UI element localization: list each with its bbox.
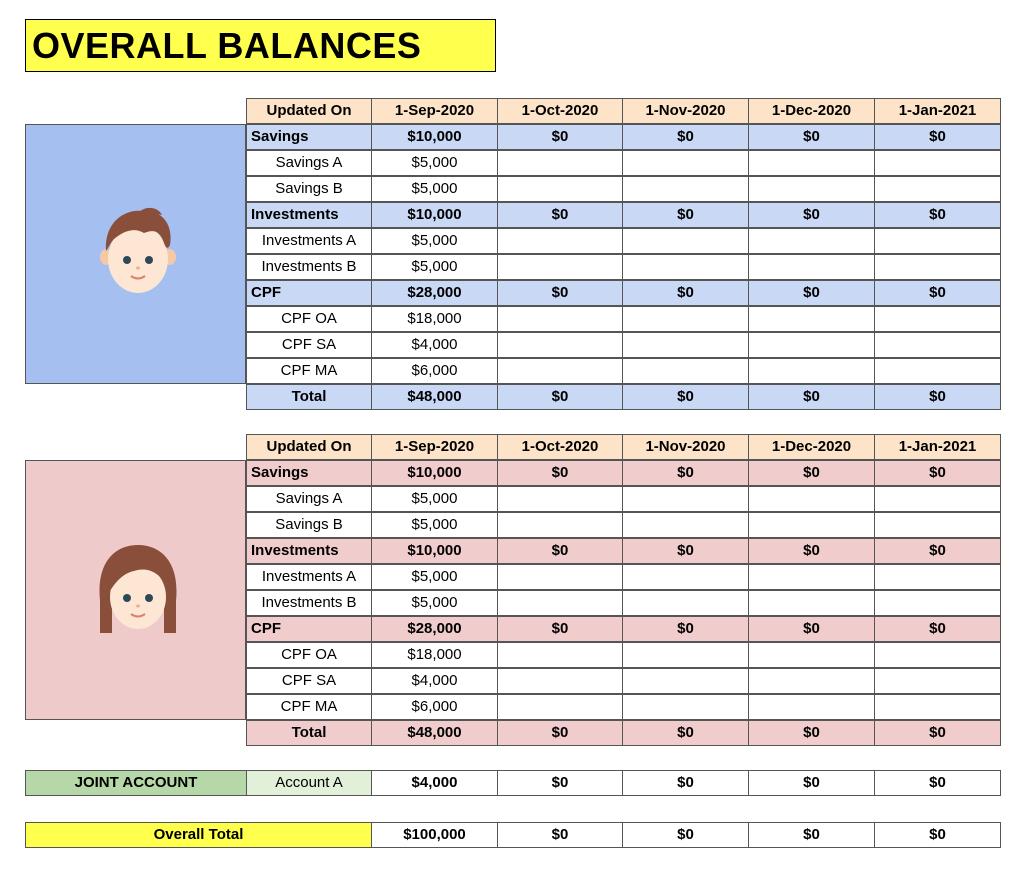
person2-row-value[interactable] (497, 564, 623, 590)
person2-row-label[interactable]: CPF SA (246, 668, 372, 694)
person1-row-label[interactable]: Investments A (246, 228, 372, 254)
person2-row-value[interactable] (748, 694, 875, 720)
person2-row-value[interactable] (622, 486, 749, 512)
person1-row-value[interactable] (497, 332, 623, 358)
person1-row-value[interactable]: $0 (622, 280, 749, 306)
person2-row-value[interactable]: $10,000 (371, 460, 498, 486)
person2-row-value[interactable] (748, 486, 875, 512)
person2-row-value[interactable]: $0 (497, 720, 623, 746)
person1-row-value[interactable] (748, 332, 875, 358)
person1-row-value[interactable] (497, 358, 623, 384)
person1-row-label[interactable]: Total (246, 384, 372, 410)
person1-row-value[interactable]: $28,000 (371, 280, 498, 306)
person2-row-label[interactable]: CPF (246, 616, 372, 642)
person1-row-value[interactable] (874, 306, 1001, 332)
person1-row-value[interactable] (622, 254, 749, 280)
person2-row-value[interactable] (874, 590, 1001, 616)
person2-row-value[interactable] (622, 694, 749, 720)
overall-total-value[interactable]: $0 (748, 822, 875, 848)
person2-row-value[interactable]: $5,000 (371, 590, 498, 616)
person1-row-label[interactable]: Savings (246, 124, 372, 150)
page-title: OVERALL BALANCES (25, 19, 496, 72)
overall-total-value[interactable]: $100,000 (371, 822, 498, 848)
person1-avatar-panel (25, 124, 246, 384)
person2-row-value[interactable] (622, 564, 749, 590)
person2-row-value[interactable] (497, 486, 623, 512)
person1-row-value[interactable]: $18,000 (371, 306, 498, 332)
person1-row-value[interactable]: $0 (497, 280, 623, 306)
person1-row-label[interactable]: CPF SA (246, 332, 372, 358)
header-date[interactable]: 1-Nov-2020 (622, 434, 749, 460)
person2-row-label[interactable]: Savings B (246, 512, 372, 538)
person2-row-value[interactable]: $18,000 (371, 642, 498, 668)
person2-row-value[interactable] (497, 512, 623, 538)
person2-row-value[interactable]: $6,000 (371, 694, 498, 720)
person2-row-value[interactable] (748, 590, 875, 616)
person1-row-value[interactable] (622, 150, 749, 176)
person2-row-value[interactable] (748, 512, 875, 538)
person1-row-value[interactable]: $6,000 (371, 358, 498, 384)
person1-row-value[interactable] (874, 228, 1001, 254)
person1-row-value[interactable] (748, 176, 875, 202)
person2-row-label[interactable]: CPF MA (246, 694, 372, 720)
overall-total-label[interactable]: Overall Total (25, 822, 372, 848)
person2-row-value[interactable]: $48,000 (371, 720, 498, 746)
header-date[interactable]: 1-Jan-2021 (874, 98, 1001, 124)
person1-row-value[interactable] (748, 150, 875, 176)
person2-row-value[interactable]: $5,000 (371, 512, 498, 538)
person1-row-value[interactable] (497, 306, 623, 332)
person2-row-value[interactable]: $0 (748, 460, 875, 486)
person2-row-value[interactable] (874, 512, 1001, 538)
joint-account-value[interactable]: $0 (622, 770, 749, 796)
header-date[interactable]: 1-Oct-2020 (497, 98, 623, 124)
person2-row-value[interactable]: $4,000 (371, 668, 498, 694)
person2-row-value[interactable]: $0 (874, 538, 1001, 564)
person2-row-value[interactable]: $0 (748, 538, 875, 564)
person2-row-value[interactable]: $0 (497, 538, 623, 564)
person2-row-value[interactable] (622, 512, 749, 538)
header-date[interactable]: 1-Dec-2020 (748, 98, 875, 124)
person1-row-label[interactable]: Savings B (246, 176, 372, 202)
person1-row-value[interactable]: $0 (874, 384, 1001, 410)
person1-row-value[interactable] (622, 176, 749, 202)
person2-row-value[interactable] (497, 694, 623, 720)
person2-row-value[interactable]: $0 (874, 460, 1001, 486)
person2-row-value[interactable] (622, 642, 749, 668)
person1-row-value[interactable] (874, 150, 1001, 176)
person1-row-label[interactable]: CPF (246, 280, 372, 306)
person2-row-value[interactable] (622, 668, 749, 694)
person1-row-value[interactable] (622, 358, 749, 384)
person1-row-value[interactable]: $0 (874, 280, 1001, 306)
person2-row-value[interactable] (874, 642, 1001, 668)
person2-row-value[interactable]: $0 (874, 616, 1001, 642)
person1-row-value[interactable]: $0 (497, 384, 623, 410)
person1-row-value[interactable]: $0 (748, 124, 875, 150)
overall-total-value[interactable]: $0 (874, 822, 1001, 848)
person2-row-value[interactable] (874, 694, 1001, 720)
person2-row-value[interactable]: $10,000 (371, 538, 498, 564)
person2-row-value[interactable]: $0 (874, 720, 1001, 746)
person2-row-label[interactable]: Investments B (246, 590, 372, 616)
header-date[interactable]: 1-Nov-2020 (622, 98, 749, 124)
person1-row-value[interactable]: $10,000 (371, 124, 498, 150)
joint-account-label[interactable]: JOINT ACCOUNT (25, 770, 247, 796)
person1-row-value[interactable] (497, 228, 623, 254)
person2-row-label[interactable]: CPF OA (246, 642, 372, 668)
person1-row-value[interactable] (497, 254, 623, 280)
joint-account-value[interactable]: $0 (874, 770, 1001, 796)
person2-row-value[interactable] (874, 668, 1001, 694)
person1-row-label[interactable]: CPF MA (246, 358, 372, 384)
person1-row-value[interactable] (748, 228, 875, 254)
person2-row-value[interactable]: $0 (497, 616, 623, 642)
person2-row-value[interactable]: $5,000 (371, 486, 498, 512)
person2-row-value[interactable] (497, 642, 623, 668)
person2-avatar-panel (25, 460, 246, 720)
person1-row-value[interactable]: $0 (622, 384, 749, 410)
header-date[interactable]: 1-Dec-2020 (748, 434, 875, 460)
joint-account-value[interactable]: $0 (748, 770, 875, 796)
person2-row-value[interactable] (497, 590, 623, 616)
joint-account-name[interactable]: Account A (246, 770, 372, 796)
girl-avatar-icon (96, 541, 180, 641)
header-date[interactable]: 1-Sep-2020 (371, 434, 498, 460)
boy-avatar-icon (98, 205, 178, 305)
person2-row-value[interactable]: $0 (622, 538, 749, 564)
person1-row-value[interactable] (874, 332, 1001, 358)
person2-row-value[interactable]: $5,000 (371, 564, 498, 590)
header-date[interactable]: 1-Sep-2020 (371, 98, 498, 124)
person1-row-value[interactable] (874, 176, 1001, 202)
person1-row-value[interactable]: $5,000 (371, 254, 498, 280)
person2-row-value[interactable]: $28,000 (371, 616, 498, 642)
person1-row-value[interactable] (874, 358, 1001, 384)
person1-row-value[interactable]: $5,000 (371, 150, 498, 176)
person2-row-value[interactable] (874, 564, 1001, 590)
person2-row-label[interactable]: Total (246, 720, 372, 746)
joint-account-value[interactable]: $0 (497, 770, 623, 796)
person1-row-value[interactable]: $0 (622, 124, 749, 150)
person1-row-value[interactable] (748, 306, 875, 332)
person1-row-value[interactable]: $10,000 (371, 202, 498, 228)
person1-row-value[interactable] (622, 228, 749, 254)
person2-row-value[interactable]: $0 (497, 460, 623, 486)
person2-row-label[interactable]: Investments (246, 538, 372, 564)
person1-row-label[interactable]: Investments B (246, 254, 372, 280)
person1-row-value[interactable]: $0 (497, 202, 623, 228)
person1-row-value[interactable] (497, 176, 623, 202)
person1-row-value[interactable] (497, 150, 623, 176)
person2-row-label[interactable]: Investments A (246, 564, 372, 590)
header-updated-on[interactable]: Updated On (246, 434, 372, 460)
overall-total-value[interactable]: $0 (497, 822, 623, 848)
header-date[interactable]: 1-Oct-2020 (497, 434, 623, 460)
person1-row-value[interactable] (622, 332, 749, 358)
person2-row-value[interactable] (874, 486, 1001, 512)
person1-row-value[interactable]: $4,000 (371, 332, 498, 358)
header-date[interactable]: 1-Jan-2021 (874, 434, 1001, 460)
person2-row-value[interactable] (748, 668, 875, 694)
person1-row-value[interactable] (622, 306, 749, 332)
person2-row-value[interactable]: $0 (622, 460, 749, 486)
person2-row-value[interactable]: $0 (622, 720, 749, 746)
person2-row-value[interactable] (497, 668, 623, 694)
person2-row-value[interactable]: $0 (748, 616, 875, 642)
person1-row-label[interactable]: Savings A (246, 150, 372, 176)
person1-row-value[interactable]: $0 (497, 124, 623, 150)
person1-row-value[interactable]: $0 (748, 384, 875, 410)
person1-row-value[interactable] (748, 254, 875, 280)
person2-row-value[interactable] (622, 590, 749, 616)
person2-row-value[interactable] (748, 564, 875, 590)
header-updated-on[interactable]: Updated On (246, 98, 372, 124)
person1-row-label[interactable]: Investments (246, 202, 372, 228)
person1-row-value[interactable]: $5,000 (371, 176, 498, 202)
person1-row-value[interactable]: $5,000 (371, 228, 498, 254)
person1-row-value[interactable]: $48,000 (371, 384, 498, 410)
person1-row-value[interactable] (874, 254, 1001, 280)
person1-row-value[interactable] (748, 358, 875, 384)
person2-row-value[interactable]: $0 (748, 720, 875, 746)
person1-row-value[interactable]: $0 (622, 202, 749, 228)
person1-row-value[interactable]: $0 (748, 202, 875, 228)
joint-account-value[interactable]: $4,000 (371, 770, 498, 796)
person2-row-label[interactable]: Savings A (246, 486, 372, 512)
person1-row-value[interactable]: $0 (748, 280, 875, 306)
person1-row-value[interactable]: $0 (874, 124, 1001, 150)
person2-row-value[interactable]: $0 (622, 616, 749, 642)
person1-row-value[interactable]: $0 (874, 202, 1001, 228)
overall-total-value[interactable]: $0 (622, 822, 749, 848)
person1-row-label[interactable]: CPF OA (246, 306, 372, 332)
person2-row-value[interactable] (748, 642, 875, 668)
person2-row-label[interactable]: Savings (246, 460, 372, 486)
